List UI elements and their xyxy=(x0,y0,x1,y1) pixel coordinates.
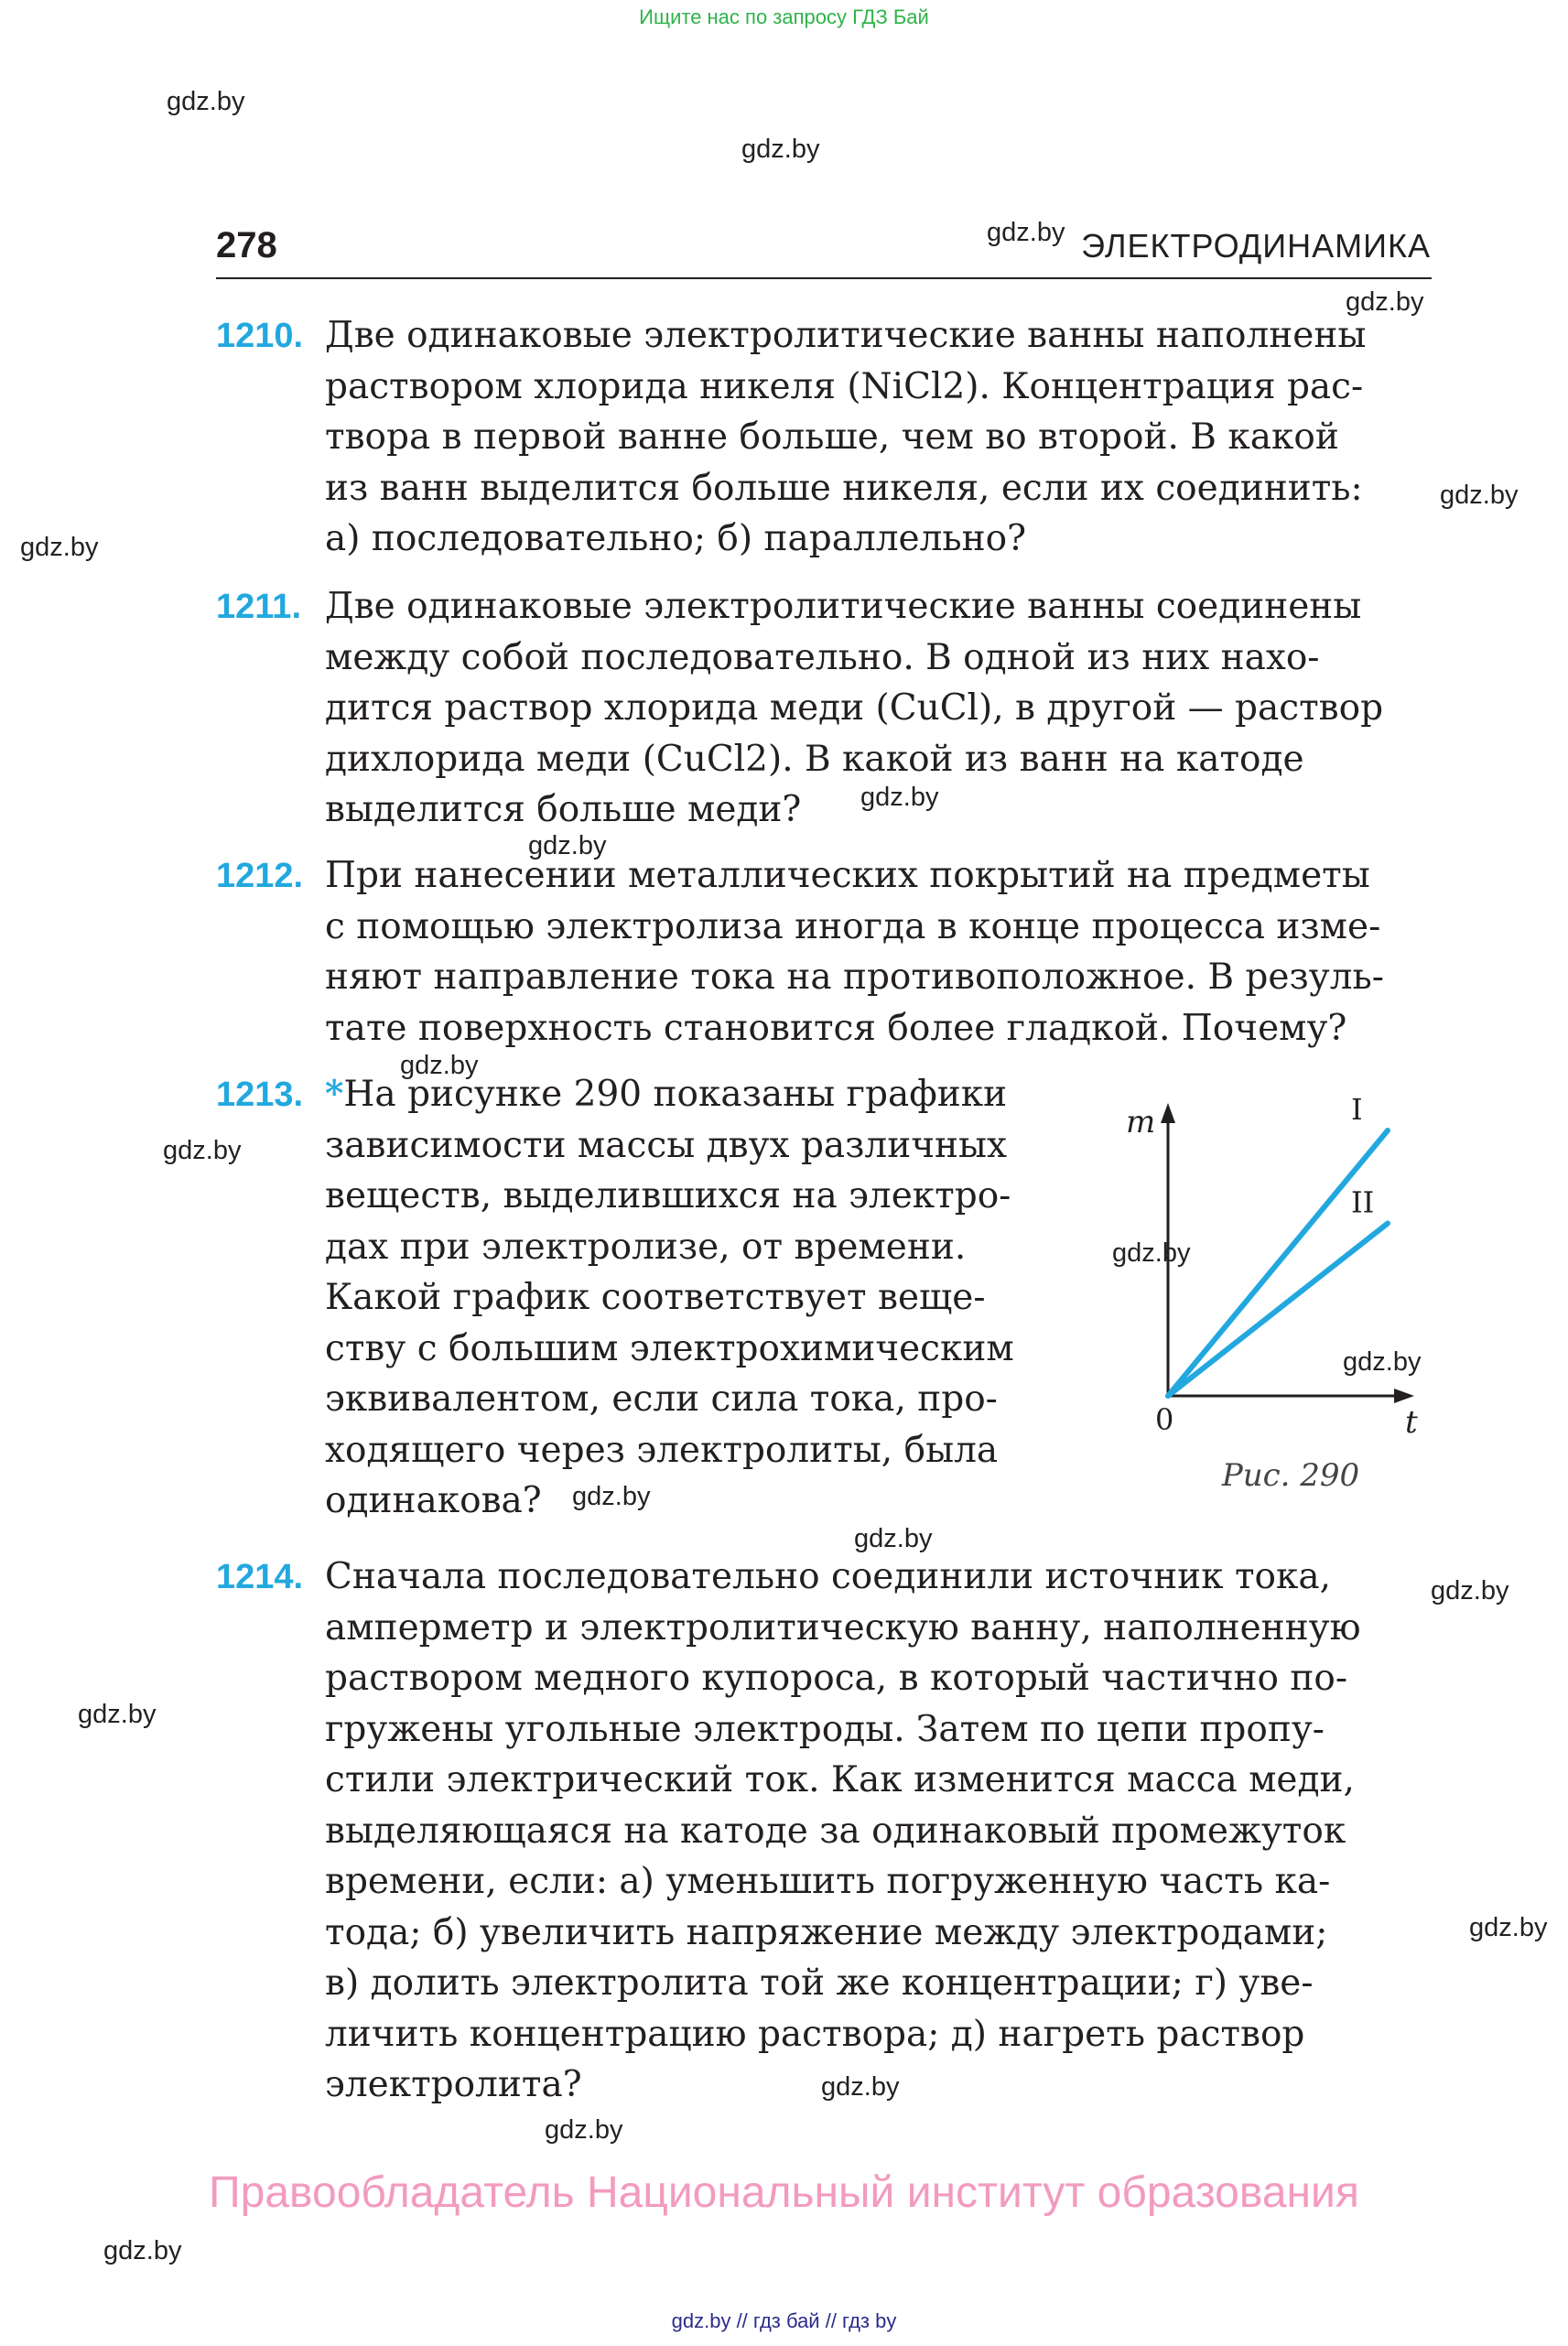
problem-line: стили электрический ток. Как изменится масса меди, xyxy=(325,1759,1355,1800)
problem-1210-text xyxy=(325,310,1431,565)
origin-label: 0 xyxy=(1155,1402,1174,1437)
watermark: gdz.by xyxy=(163,1136,242,1165)
problem-line: При нанесении металлических покрытий на предметы xyxy=(325,855,1370,896)
problem-line: а) последовательно; б) параллельно? xyxy=(325,518,1026,559)
watermark: gdz.by xyxy=(545,2115,623,2145)
problem-line: дах при электролизе, от времени. xyxy=(325,1226,967,1268)
series-label-ii: II xyxy=(1351,1184,1375,1220)
y-axis-label: m xyxy=(1126,1104,1156,1141)
problem-line: выделится больше меди? xyxy=(325,789,802,830)
problem-line: одинакова? xyxy=(325,1480,542,1521)
problem-line: дится раствор хлорида меди (CuCl), в другой — раствор xyxy=(325,687,1384,729)
header-rule xyxy=(216,277,1432,279)
watermark: gdz.by xyxy=(1343,1347,1422,1377)
problem-line: гружены угольные электроды. Затем по цепи пропу- xyxy=(325,1708,1325,1750)
page-number: 278 xyxy=(216,225,277,265)
watermark: gdz.by xyxy=(20,533,99,562)
problem-line: твора в первой ванне больше, чем во второй. В какой xyxy=(325,416,1339,458)
watermark: gdz.by xyxy=(1431,1576,1509,1605)
problem-line: раствором хлорида никеля (NiCl2). Концентрация рас- xyxy=(325,365,1364,407)
problem-line: Две одинаковые электролитические ванны наполнены xyxy=(325,315,1367,356)
problem-1213-text xyxy=(325,1069,1071,1527)
star-marker: * xyxy=(325,1073,344,1115)
section-title: ЭЛЕКТРОДИНАМИКА xyxy=(1081,227,1431,265)
figure-caption: Рис. 290 xyxy=(1221,1457,1360,1494)
watermark: gdz.by xyxy=(1346,287,1424,317)
top-banner[interactable]: Ищите нас по запросу ГДЗ Бай xyxy=(639,5,929,28)
figure-290-chart xyxy=(1098,1089,1446,1510)
problem-number-1213: 1213. xyxy=(216,1076,304,1114)
problem-1212-text xyxy=(325,850,1431,1054)
problem-1214-text xyxy=(325,1551,1431,2111)
watermark: gdz.by xyxy=(821,2072,900,2102)
problem-line: эквивалентом, если сила тока, про- xyxy=(325,1378,998,1420)
problem-line: ству с большим электрохимическим xyxy=(325,1327,1014,1369)
problem-line: тате поверхность становится более гладкой. Почему? xyxy=(325,1007,1347,1049)
problem-number-1211: 1211. xyxy=(216,588,301,626)
watermark: gdz.by xyxy=(400,1051,479,1080)
problem-line: дихлорида меди (CuCl2). В какой из ванн на катоде xyxy=(325,738,1304,780)
problem-number-1212: 1212. xyxy=(216,857,304,895)
problem-number-1214: 1214. xyxy=(216,1558,304,1596)
footer-links[interactable]: gdz.by // гдз бай // гдз by xyxy=(671,2309,897,2332)
rights-holder-notice: Правообладатель Национальный институт образования xyxy=(209,2168,1359,2217)
problem-line: раствором медного купороса, в который частично по- xyxy=(325,1658,1348,1699)
x-axis-arrow xyxy=(1394,1389,1414,1403)
problem-line: Какой график соответствует веще- xyxy=(325,1277,986,1318)
watermark: gdz.by xyxy=(987,218,1065,247)
problem-line: в) долить электролита той же концентрации; г) уве- xyxy=(325,1962,1314,2004)
problem-line: Сначала последовательно соединили источник тока, xyxy=(325,1556,1332,1597)
watermark: gdz.by xyxy=(528,831,607,860)
watermark: gdz.by xyxy=(78,1700,157,1729)
watermark: gdz.by xyxy=(572,1482,651,1511)
problem-line: тода; б) увеличить напряжение между электродами; xyxy=(325,1911,1328,1953)
watermark: gdz.by xyxy=(1440,481,1519,510)
problem-line: ходящего через электролиты, была xyxy=(325,1429,999,1471)
watermark: gdz.by xyxy=(103,2236,182,2265)
problem-line: веществ, выделившихся на электро- xyxy=(325,1175,1011,1216)
watermark: gdz.by xyxy=(860,783,939,812)
series-label-i: I xyxy=(1351,1092,1363,1127)
x-axis-label: t xyxy=(1405,1404,1418,1441)
problem-line: няют направление тока на противоположное. В резуль- xyxy=(325,957,1384,998)
watermark: gdz.by xyxy=(1469,1913,1548,1942)
problem-line: Две одинаковые электролитические ванны соединены xyxy=(325,586,1362,627)
watermark: gdz.by xyxy=(1112,1238,1191,1268)
watermark: gdz.by xyxy=(854,1524,933,1553)
problem-line: электролита? xyxy=(325,2064,582,2105)
problem-line: между собой последовательно. В одной из них нахо- xyxy=(325,636,1320,678)
problem-line: амперметр и электролитическую ванну, наполненную xyxy=(325,1606,1361,1649)
problem-line: *На рисунке 290 показаны графики xyxy=(325,1073,1008,1115)
watermark: gdz.by xyxy=(167,87,245,116)
problem-number-1210: 1210. xyxy=(216,317,304,355)
problem-line: зависимости массы двух различных xyxy=(325,1124,1008,1166)
y-axis-arrow xyxy=(1161,1103,1175,1123)
watermark: gdz.by xyxy=(741,135,820,164)
problem-line: личить концентрацию раствора; д) нагреть раствор xyxy=(325,2013,1305,2055)
problem-line: с помощью электролиза иногда в конце процесса изме- xyxy=(325,905,1381,947)
problem-line: из ванн выделится больше никеля, если их соединить: xyxy=(325,467,1363,509)
problem-line: времени, если: а) уменьшить погруженную часть ка- xyxy=(325,1861,1331,1902)
problem-line: выделяющаяся на катоде за одинаковый промежуток xyxy=(325,1810,1346,1852)
